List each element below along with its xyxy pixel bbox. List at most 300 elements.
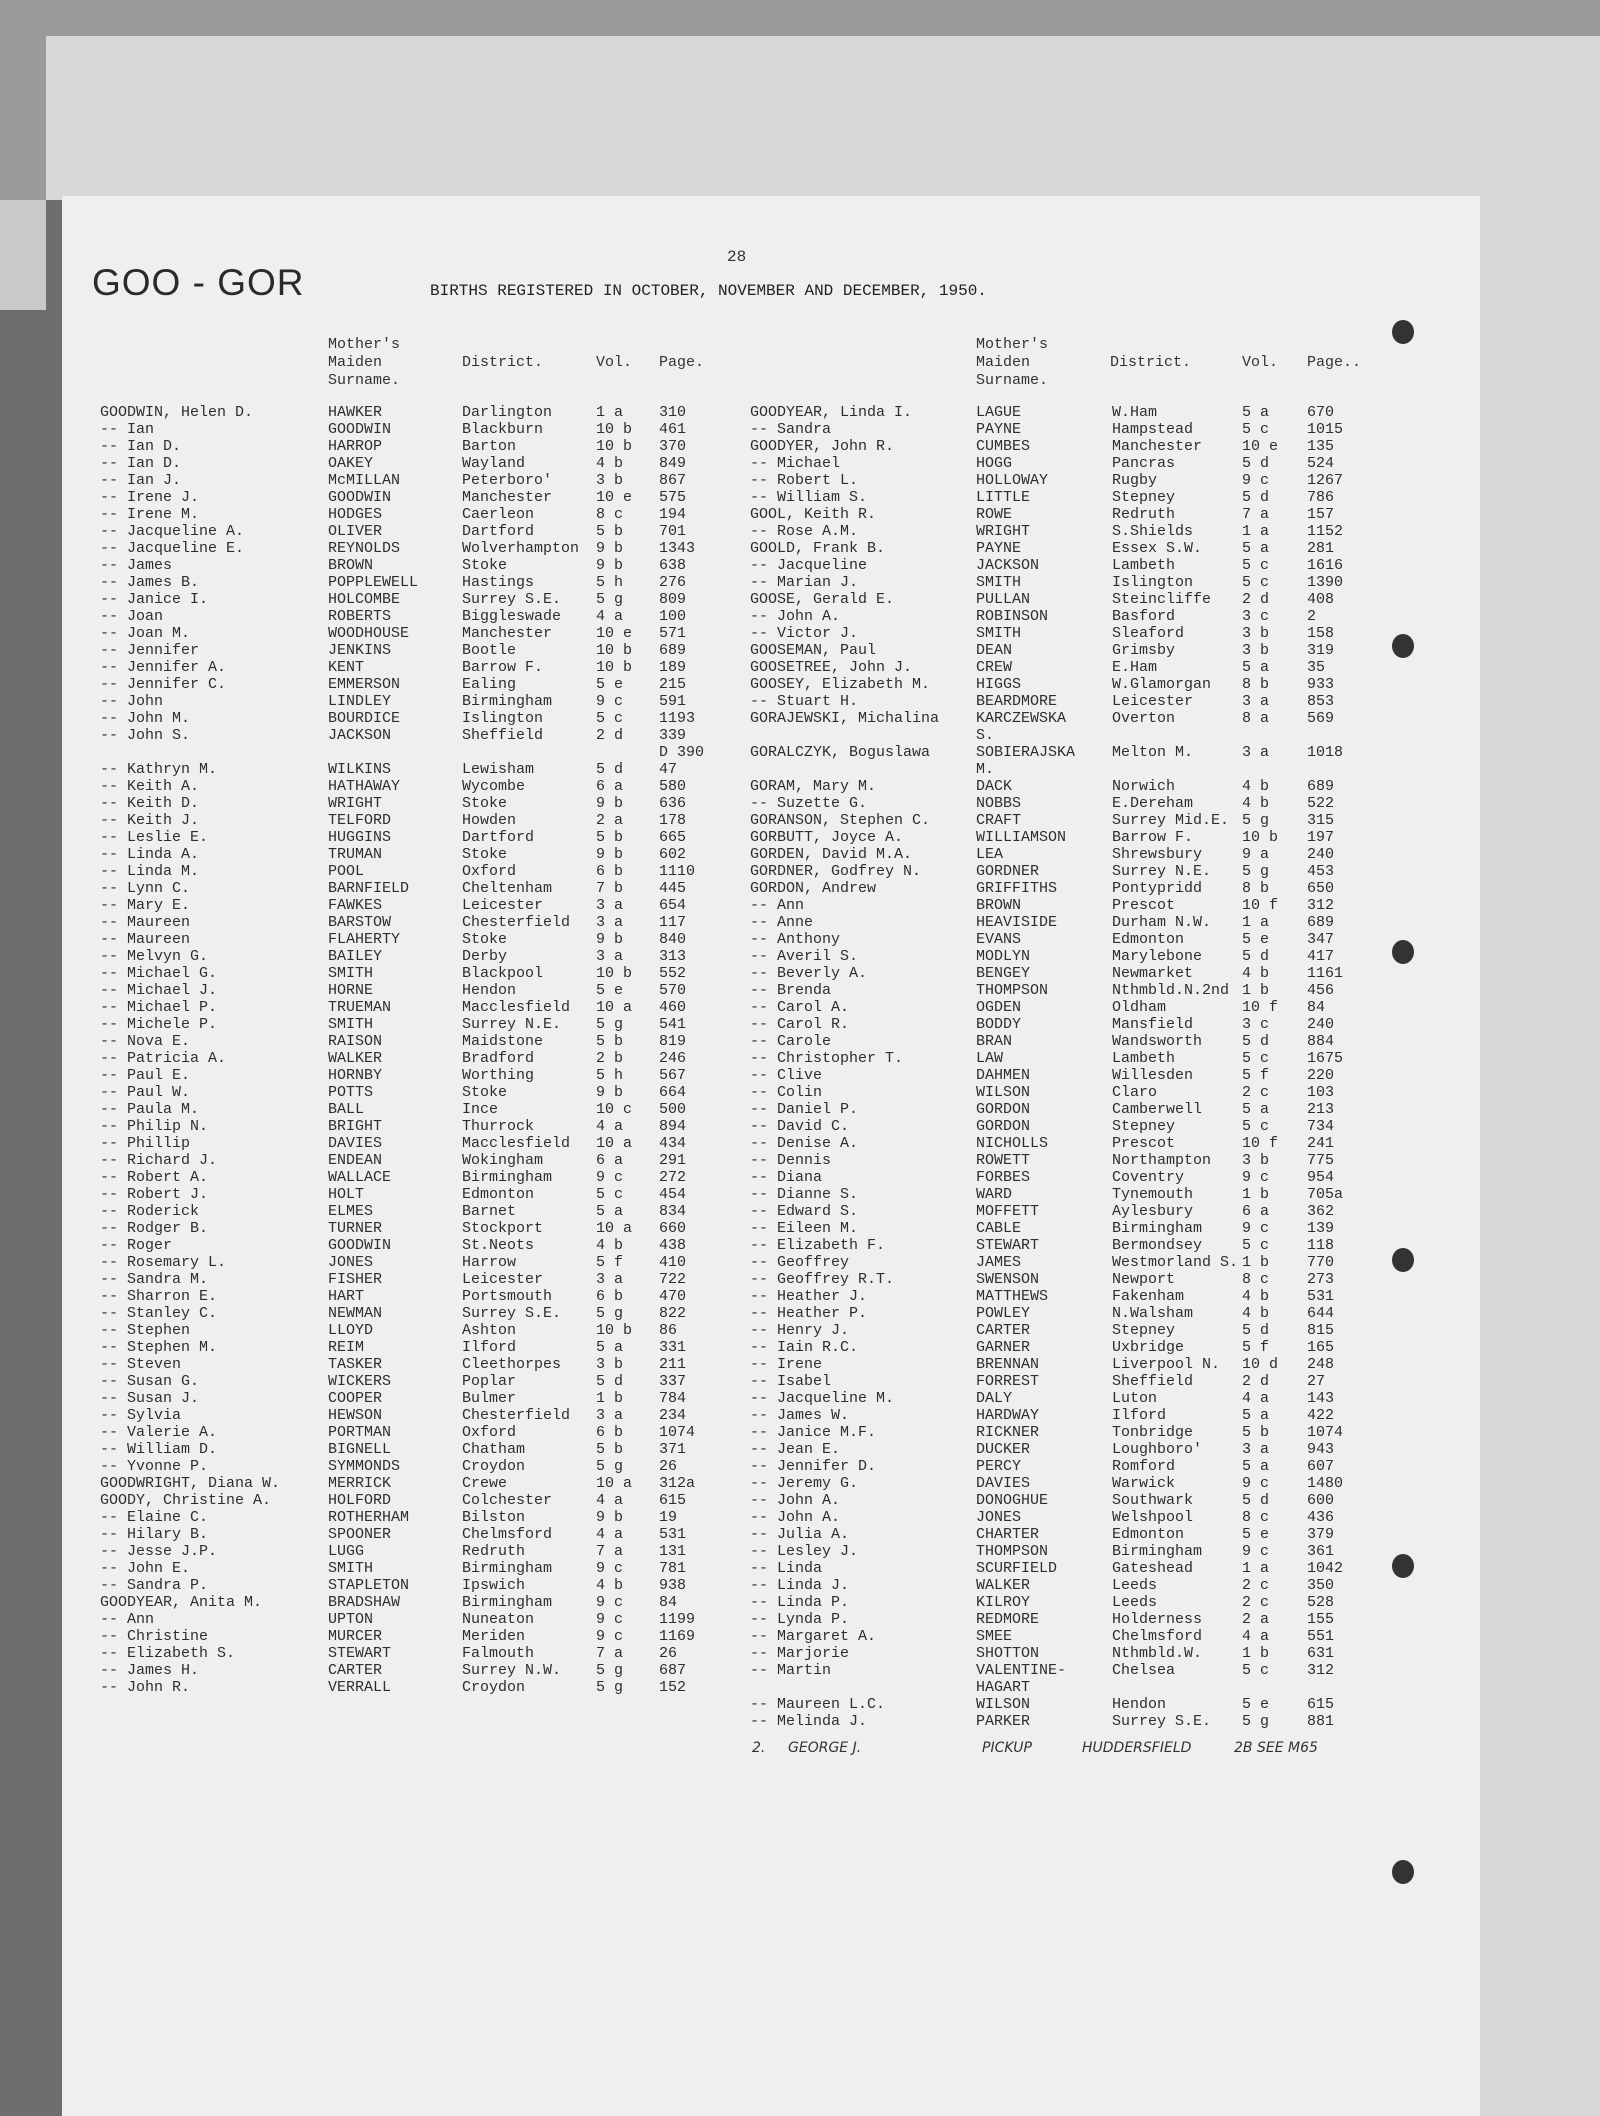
entry-district: Romford	[1112, 1458, 1176, 1475]
entry-volume: 8 b	[1242, 676, 1270, 693]
entry-name: -- Sharron E.	[100, 1288, 218, 1305]
entry-mother-maiden-surname: MURCER	[328, 1628, 383, 1645]
entry-volume: 5 d	[596, 761, 624, 778]
entry-name: -- Marjorie	[750, 1645, 850, 1662]
entry-page: 155	[1307, 1611, 1335, 1628]
entry-volume: 3 a	[596, 897, 624, 914]
entry-page: 867	[659, 472, 687, 489]
entry-mother-maiden-surname: COOPER	[328, 1390, 383, 1407]
page-heading: GOO - GOR	[92, 262, 305, 303]
entry-name: -- Melvyn G.	[100, 948, 209, 965]
entry-volume: 5 g	[1242, 1713, 1270, 1730]
entry-page: 370	[659, 438, 687, 455]
entry-district: Chelmsford	[462, 1526, 553, 1543]
entry-mother-maiden-surname: WILSON	[976, 1696, 1031, 1713]
entry-mother-maiden-surname: RAISON	[328, 1033, 383, 1050]
entry-district: Sheffield	[462, 727, 544, 744]
entry-page: 291	[659, 1152, 687, 1169]
entry-volume: 4 a	[596, 608, 624, 625]
entry-district: Westmorland S.	[1112, 1254, 1239, 1271]
entry-district: Prescot	[1112, 1135, 1176, 1152]
entry-page: 1042	[1307, 1560, 1344, 1577]
entry-name: -- Ian	[100, 421, 155, 438]
entry-name: -- Linda	[750, 1560, 823, 1577]
entry-volume: 5 c	[1242, 421, 1270, 438]
entry-district: Liverpool N.	[1112, 1356, 1221, 1373]
entry-mother-maiden-surname: BRIGHT	[328, 1118, 383, 1135]
entry-district: Croydon	[462, 1458, 526, 1475]
entry-district: Ashton	[462, 1322, 517, 1339]
entry-district: Chelmsford	[1112, 1628, 1203, 1645]
entry-district: Stockport	[462, 1220, 544, 1237]
entry-mother-maiden-surname: HIGGS	[976, 676, 1022, 693]
entry-district: Meriden	[462, 1628, 526, 1645]
entry-district: Leicester	[462, 1271, 544, 1288]
entry-volume: 6 a	[596, 1152, 624, 1169]
entry-name: -- Maureen L.C.	[750, 1696, 886, 1713]
entry-volume: 2 a	[596, 812, 624, 829]
entry-mother-maiden-surname: BALL	[328, 1101, 365, 1118]
entry-volume: 5 f	[596, 1254, 624, 1271]
entry-mother-maiden-surname: GORDON	[976, 1101, 1031, 1118]
entry-mother-maiden-surname: TELFORD	[328, 812, 392, 829]
entry-volume: 4 b	[1242, 1305, 1270, 1322]
entry-name: -- Julia A.	[750, 1526, 850, 1543]
entry-mother-maiden-surname: JENKINS	[328, 642, 392, 659]
entry-name: -- Sandra	[750, 421, 832, 438]
entry-name: -- Phillip	[100, 1135, 191, 1152]
entry-name: -- James B.	[100, 574, 200, 591]
entry-district: Gateshead	[1112, 1560, 1194, 1577]
entry-district: Leeds	[1112, 1577, 1158, 1594]
entry-district: Hastings	[462, 574, 535, 591]
entry-name: -- Stephen	[100, 1322, 191, 1339]
entry-district: Steincliffe	[1112, 591, 1212, 608]
entry-name: GORANSON, Stephen C.	[750, 812, 931, 829]
entry-mother-maiden-surname: LAW	[976, 1050, 1004, 1067]
entry-name: -- Roger	[100, 1237, 173, 1254]
entry-district: Oxford	[462, 1424, 517, 1441]
entry-page: 143	[1307, 1390, 1335, 1407]
entry-page: 775	[1307, 1152, 1335, 1169]
entry-name: -- Jacqueline M.	[750, 1390, 895, 1407]
entry-volume: 9 b	[596, 846, 624, 863]
entry-district: Southwark	[1112, 1492, 1194, 1509]
entry-page: 371	[659, 1441, 687, 1458]
entry-volume: 2 b	[596, 1050, 624, 1067]
entry-name: -- David C.	[750, 1118, 850, 1135]
entry-district: Stoke	[462, 1084, 508, 1101]
entry-volume: 5 f	[1242, 1339, 1270, 1356]
entry-mother-maiden-surname: EVANS	[976, 931, 1022, 948]
entry-mother-maiden-surname: NICHOLLS	[976, 1135, 1049, 1152]
entry-name: -- Nova E.	[100, 1033, 191, 1050]
entry-volume: 5 b	[596, 829, 624, 846]
entry-district: Portsmouth	[462, 1288, 553, 1305]
entry-page: 152	[659, 1679, 687, 1696]
entry-district: Hampstead	[1112, 421, 1194, 438]
entry-volume: 8 c	[596, 506, 624, 523]
entry-district: St.Neots	[462, 1237, 535, 1254]
entry-page: 453	[1307, 863, 1335, 880]
entry-page: 650	[1307, 880, 1335, 897]
entry-name: -- Philip N.	[100, 1118, 209, 1135]
entry-mother-maiden-surname: BAILEY	[328, 948, 383, 965]
entry-name: -- Michael P.	[100, 999, 218, 1016]
entry-page: 408	[1307, 591, 1335, 608]
entry-volume: 4 a	[596, 1526, 624, 1543]
entry-volume: 2 c	[1242, 1577, 1270, 1594]
entry-mother-maiden-surname: ELMES	[328, 1203, 374, 1220]
entry-mother-maiden-surname: THOMPSON	[976, 1543, 1049, 1560]
entry-page: 312a	[659, 1475, 696, 1492]
entry-name: -- Victor J.	[750, 625, 859, 642]
entry-volume: 6 b	[596, 863, 624, 880]
entry-name: -- John R.	[100, 1679, 191, 1696]
entry-page: 615	[1307, 1696, 1335, 1713]
entry-mother-maiden-surname: ENDEAN	[328, 1152, 383, 1169]
entry-district: Islington	[1112, 574, 1194, 591]
entry-volume: 1 a	[1242, 914, 1270, 931]
entry-page: 118	[1307, 1237, 1335, 1254]
entry-volume: 10 e	[1242, 438, 1279, 455]
entry-district: Norwich	[1112, 778, 1176, 795]
binder-hole-icon	[1392, 1248, 1414, 1272]
entry-mother-maiden-surname: POPPLEWELL	[328, 574, 419, 591]
entry-name: -- Linda J.	[750, 1577, 850, 1594]
entry-mother-maiden-surname: WRIGHT	[328, 795, 383, 812]
entry-district: Biggleswade	[462, 608, 562, 625]
entry-district: Prescot	[1112, 897, 1176, 914]
entry-volume: 10 b	[596, 659, 633, 676]
entry-mother-maiden-surname: SWENSON	[976, 1271, 1040, 1288]
entry-district: Chesterfield	[462, 914, 571, 931]
entry-volume: 5 a	[596, 1339, 624, 1356]
entry-name: GORAM, Mary M.	[750, 778, 877, 795]
entry-district: Barrow F.	[1112, 829, 1194, 846]
entry-name: GORAJEWSKI, Michalina	[750, 710, 940, 727]
entry-district: Nthmbld.N.2nd	[1112, 982, 1230, 999]
entry-district: Marylebone	[1112, 948, 1203, 965]
entry-volume: 10 b	[596, 642, 633, 659]
entry-name: -- John E.	[100, 1560, 191, 1577]
entry-name: -- Colin	[750, 1084, 823, 1101]
entry-district: Islington	[462, 710, 544, 727]
entry-volume: 4 b	[1242, 965, 1270, 982]
entry-mother-maiden-surname: BARSTOW	[328, 914, 392, 931]
entry-district: Surrey N.E.	[462, 1016, 562, 1033]
entry-volume: 1 b	[596, 1390, 624, 1407]
entry-volume: 10 f	[1242, 897, 1279, 914]
entry-mother-maiden-surname: M.	[976, 761, 995, 778]
entry-volume: 9 a	[1242, 846, 1270, 863]
entry-volume: 3 a	[596, 1271, 624, 1288]
entry-mother-maiden-surname: WRIGHT	[976, 523, 1031, 540]
entry-page: 638	[659, 557, 687, 574]
entry-name: -- Mary E.	[100, 897, 191, 914]
entry-mother-maiden-surname: ROWE	[976, 506, 1013, 523]
entry-volume: 9 b	[596, 557, 624, 574]
entry-name: -- Beverly A.	[750, 965, 868, 982]
entry-district: Grimsby	[1112, 642, 1176, 659]
entry-volume: 5 a	[1242, 1407, 1270, 1424]
entry-page: 528	[1307, 1594, 1335, 1611]
entry-district: Manchester	[462, 489, 553, 506]
entry-volume: 5 c	[1242, 574, 1270, 591]
entry-name: -- Paul E.	[100, 1067, 191, 1084]
entry-page: 460	[659, 999, 687, 1016]
entry-mother-maiden-surname: STEWART	[976, 1237, 1040, 1254]
entry-page: 1616	[1307, 557, 1344, 574]
entry-page: 687	[659, 1662, 687, 1679]
entry-name: GOODWIN, Helen D.	[100, 404, 254, 421]
entry-page: 1199	[659, 1611, 696, 1628]
entry-volume: 5 a	[1242, 659, 1270, 676]
entry-page: 158	[1307, 625, 1335, 642]
entry-mother-maiden-surname: CHARTER	[976, 1526, 1040, 1543]
entry-district: Newmarket	[1112, 965, 1194, 982]
entry-volume: 5 b	[596, 1441, 624, 1458]
entry-mother-maiden-surname: FAWKES	[328, 897, 383, 914]
entry-mother-maiden-surname: LLOYD	[328, 1322, 374, 1339]
entry-page: 1152	[1307, 523, 1344, 540]
left-msn-header: Mother's Maiden Surname.	[328, 336, 401, 389]
entry-volume: 5 g	[1242, 812, 1270, 829]
entry-volume: 9 c	[596, 693, 624, 710]
entry-mother-maiden-surname: LAGUE	[976, 404, 1022, 421]
entry-district: Barrow F.	[462, 659, 544, 676]
entry-mother-maiden-surname: LEA	[976, 846, 1004, 863]
entry-volume: 6 b	[596, 1424, 624, 1441]
entry-volume: 3 b	[1242, 625, 1270, 642]
entry-page: 664	[659, 1084, 687, 1101]
entry-name: -- Jeremy G.	[750, 1475, 859, 1492]
entry-page: 2	[1307, 608, 1317, 625]
entry-name: -- Stephen M.	[100, 1339, 218, 1356]
entry-mother-maiden-surname: WILLIAMSON	[976, 829, 1067, 846]
entry-page: 213	[1307, 1101, 1335, 1118]
entry-district: Edmonton	[1112, 1526, 1185, 1543]
entry-page: 312	[1307, 897, 1335, 914]
entry-volume: 5 a	[1242, 1458, 1270, 1475]
entry-name: -- Michael G.	[100, 965, 218, 982]
entry-volume: 9 c	[1242, 1543, 1270, 1560]
left-page-header: Page.	[659, 354, 705, 371]
entry-page: 615	[659, 1492, 687, 1509]
entry-volume: 5 a	[1242, 540, 1270, 557]
entry-mother-maiden-surname: PULLAN	[976, 591, 1031, 608]
entry-district: Camberwell	[1112, 1101, 1203, 1118]
entry-district: Birmingham	[1112, 1543, 1203, 1560]
entry-name: GOOSE, Gerald E.	[750, 591, 895, 608]
entry-mother-maiden-surname: TRUEMAN	[328, 999, 392, 1016]
entry-name: -- Dennis	[750, 1152, 832, 1169]
entry-name: -- Jennifer C.	[100, 676, 227, 693]
binder-hole-icon	[1392, 1860, 1414, 1884]
entry-mother-maiden-surname: UPTON	[328, 1611, 374, 1628]
entry-name: -- Suzette G.	[750, 795, 868, 812]
entry-name: -- Margaret A.	[750, 1628, 877, 1645]
entry-page: 781	[659, 1560, 687, 1577]
entry-page: 117	[659, 914, 687, 931]
entry-volume: 9 b	[596, 540, 624, 557]
entry-name: -- Lynda P.	[750, 1611, 850, 1628]
entry-mother-maiden-surname: POOL	[328, 863, 365, 880]
entry-name: -- Linda M.	[100, 863, 200, 880]
entry-volume: 5 g	[596, 1458, 624, 1475]
entry-district: Mansfield	[1112, 1016, 1194, 1033]
entry-page: 500	[659, 1101, 687, 1118]
entry-mother-maiden-surname: SMITH	[328, 1560, 374, 1577]
entry-volume: 5 d	[1242, 948, 1270, 965]
entry-page: 434	[659, 1135, 687, 1152]
entry-name: -- Maureen	[100, 931, 191, 948]
entry-volume: 1 a	[1242, 1560, 1270, 1577]
entry-volume: 3 a	[1242, 744, 1270, 761]
entry-district: Essex S.W.	[1112, 540, 1203, 557]
entry-district: Basford	[1112, 608, 1176, 625]
entry-page: 840	[659, 931, 687, 948]
entry-mother-maiden-surname: SMITH	[328, 965, 374, 982]
entry-page: 689	[659, 642, 687, 659]
entry-name: -- Ann	[750, 897, 805, 914]
entry-district: Stepney	[1112, 489, 1176, 506]
entry-mother-maiden-surname: GARNER	[976, 1339, 1031, 1356]
entry-name: -- Jacqueline	[750, 557, 868, 574]
binder-hole-icon	[1392, 634, 1414, 658]
entry-page: 1018	[1307, 744, 1344, 761]
entry-page: 569	[1307, 710, 1335, 727]
entry-page: 417	[1307, 948, 1335, 965]
entry-mother-maiden-surname: SHOTTON	[976, 1645, 1040, 1662]
entry-mother-maiden-surname: REYNOLDS	[328, 540, 401, 557]
entry-name: -- Paula M.	[100, 1101, 200, 1118]
entry-mother-maiden-surname: SOBIERAJSKA	[976, 744, 1076, 761]
entry-page: 315	[1307, 812, 1335, 829]
entry-name: -- Susan J.	[100, 1390, 200, 1407]
entry-name: -- Hilary B.	[100, 1526, 209, 1543]
entry-volume: 10 a	[596, 1220, 633, 1237]
entry-page: 313	[659, 948, 687, 965]
left-margin-highlight	[0, 200, 46, 310]
entry-district: Chelsea	[1112, 1662, 1176, 1679]
entry-name: -- Jennifer A.	[100, 659, 227, 676]
entry-volume: 5 b	[596, 1033, 624, 1050]
entry-page: 410	[659, 1254, 687, 1271]
entry-page: 734	[1307, 1118, 1335, 1135]
entry-volume: 5 g	[596, 1305, 624, 1322]
entry-district: Surrey S.E.	[1112, 1713, 1212, 1730]
entry-page: 575	[659, 489, 687, 506]
entry-mother-maiden-surname: SPOONER	[328, 1526, 392, 1543]
entry-volume: 5 c	[1242, 557, 1270, 574]
entry-district: Wayland	[462, 455, 526, 472]
entry-page: 337	[659, 1373, 687, 1390]
entry-name: -- Robert A.	[100, 1169, 209, 1186]
entry-volume: 1 b	[1242, 1645, 1270, 1662]
entry-page: 470	[659, 1288, 687, 1305]
entry-name: -- Stuart H.	[750, 693, 859, 710]
entry-mother-maiden-surname: BRADSHAW	[328, 1594, 401, 1611]
entry-mother-maiden-surname: TURNER	[328, 1220, 383, 1237]
entry-mother-maiden-surname: DUCKER	[976, 1441, 1031, 1458]
entry-volume: 5 d	[1242, 489, 1270, 506]
entry-district: Lambeth	[1112, 557, 1176, 574]
entry-district: Wandsworth	[1112, 1033, 1203, 1050]
entry-district: Newport	[1112, 1271, 1176, 1288]
page-number: 28	[727, 248, 747, 266]
entry-volume: 2 d	[596, 727, 624, 744]
entry-page: 312	[1307, 1662, 1335, 1679]
entry-page: 819	[659, 1033, 687, 1050]
entry-volume: 10 b	[596, 965, 633, 982]
entry-volume: 9 c	[1242, 472, 1270, 489]
entry-mother-maiden-surname: BENGEY	[976, 965, 1031, 982]
entry-district: Birmingham	[462, 1560, 553, 1577]
entry-district: Leicester	[1112, 693, 1194, 710]
entry-page: 461	[659, 421, 687, 438]
entry-name: -- Eileen M.	[750, 1220, 859, 1237]
entry-page: 445	[659, 880, 687, 897]
entry-district: Redruth	[462, 1543, 526, 1560]
entry-district: Welshpool	[1112, 1509, 1194, 1526]
entry-volume: 7 a	[596, 1543, 624, 1560]
entry-district: Surrey N.E.	[1112, 863, 1212, 880]
entry-page: 551	[1307, 1628, 1335, 1645]
entry-mother-maiden-surname: OLIVER	[328, 523, 383, 540]
entry-mother-maiden-surname: NEWMAN	[328, 1305, 383, 1322]
entry-mother-maiden-surname: CARTER	[328, 1662, 383, 1679]
entry-name: -- Sandra P.	[100, 1577, 209, 1594]
entry-district: Surrey N.W.	[462, 1662, 562, 1679]
entry-district: Dartford	[462, 829, 535, 846]
entry-page: 26	[659, 1645, 678, 1662]
entry-page: 834	[659, 1203, 687, 1220]
entry-name: -- Michael	[750, 455, 841, 472]
entry-page: 241	[1307, 1135, 1335, 1152]
entry-name: -- Carol R.	[750, 1016, 850, 1033]
entry-district: Edmonton	[1112, 931, 1185, 948]
entry-page: 822	[659, 1305, 687, 1322]
entry-mother-maiden-surname: HART	[328, 1288, 365, 1305]
entry-mother-maiden-surname: CREW	[976, 659, 1013, 676]
entry-mother-maiden-surname: HOLT	[328, 1186, 365, 1203]
entry-name: -- Anne	[750, 914, 814, 931]
entry-district: Luton	[1112, 1390, 1158, 1407]
entry-district: Stepney	[1112, 1118, 1176, 1135]
entry-volume: 5 b	[596, 523, 624, 540]
entry-mother-maiden-surname: WALKER	[976, 1577, 1031, 1594]
entry-mother-maiden-surname: MOFFETT	[976, 1203, 1040, 1220]
entry-name: -- Keith D.	[100, 795, 200, 812]
entry-name: -- Averil S.	[750, 948, 859, 965]
entry-name: -- Ian D.	[100, 438, 182, 455]
entry-volume: 5 e	[1242, 1526, 1270, 1543]
entry-mother-maiden-surname: BEARDMORE	[976, 693, 1058, 710]
entry-page: 157	[1307, 506, 1335, 523]
entry-mother-maiden-surname: SMEE	[976, 1628, 1013, 1645]
entry-mother-maiden-surname: ROBERTS	[328, 608, 392, 625]
entry-page: 654	[659, 897, 687, 914]
entry-mother-maiden-surname: HUGGINS	[328, 829, 392, 846]
entry-volume: 5 g	[1242, 863, 1270, 880]
entry-district: Wolverhampton	[462, 540, 580, 557]
entry-page: 240	[1307, 846, 1335, 863]
entry-district: Loughboro'	[1112, 1441, 1203, 1458]
entry-name: -- John A.	[750, 1492, 841, 1509]
entry-name: GOODYER, John R.	[750, 438, 895, 455]
entry-name: -- Steven	[100, 1356, 182, 1373]
